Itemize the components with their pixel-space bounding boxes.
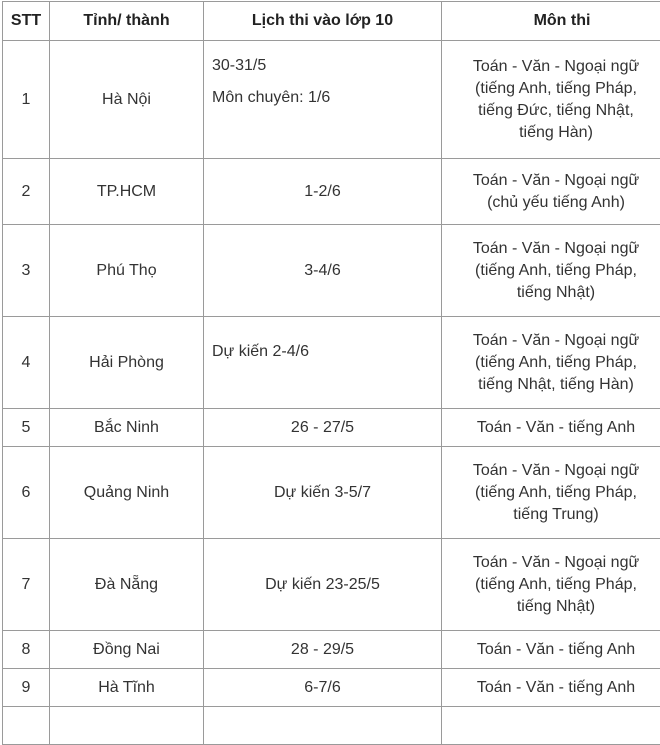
subject-line: Toán - Văn - tiếng Anh bbox=[456, 677, 656, 699]
cell-stt: 5 bbox=[3, 409, 50, 447]
subject-line: tiếng Nhật) bbox=[456, 596, 656, 618]
cell-empty bbox=[204, 707, 442, 745]
cell-province: Hải Phòng bbox=[50, 317, 204, 409]
cell-stt: 1 bbox=[3, 41, 50, 159]
schedule-line: 28 - 29/5 bbox=[210, 639, 435, 661]
table-row bbox=[3, 225, 660, 317]
table-row bbox=[3, 447, 660, 539]
exam-schedule-table bbox=[2, 1, 660, 745]
table-row bbox=[3, 41, 660, 159]
table-row bbox=[3, 317, 660, 409]
subject-line: (chủ yếu tiếng Anh) bbox=[456, 192, 656, 214]
cell-province: TP.HCM bbox=[50, 159, 204, 225]
cell-empty bbox=[3, 707, 50, 745]
cell-province: Quảng Ninh bbox=[50, 447, 204, 539]
table-row-partial bbox=[3, 707, 660, 745]
cell-schedule bbox=[204, 225, 442, 317]
schedule-line: Dự kiến 23-25/5 bbox=[210, 574, 435, 596]
table-row bbox=[3, 669, 660, 707]
cell-stt: 3 bbox=[3, 225, 50, 317]
cell-schedule bbox=[204, 669, 442, 707]
cell-subjects bbox=[442, 409, 660, 447]
cell-stt: 4 bbox=[3, 317, 50, 409]
subject-line: (tiếng Anh, tiếng Pháp, bbox=[456, 482, 656, 504]
cell-subjects bbox=[442, 539, 660, 631]
cell-schedule bbox=[204, 539, 442, 631]
cell-empty bbox=[442, 707, 660, 745]
header-province: Tỉnh/ thành bbox=[50, 2, 204, 41]
cell-subjects bbox=[442, 447, 660, 539]
cell-stt: 8 bbox=[3, 631, 50, 669]
schedule-line: 30-31/5 bbox=[212, 55, 435, 77]
schedule-line: 1-2/6 bbox=[210, 181, 435, 203]
cell-province: Đà Nẵng bbox=[50, 539, 204, 631]
cell-stt: 9 bbox=[3, 669, 50, 707]
cell-province: Đồng Nai bbox=[50, 631, 204, 669]
cell-subjects bbox=[442, 225, 660, 317]
cell-stt: 6 bbox=[3, 447, 50, 539]
subject-line: tiếng Hàn) bbox=[456, 122, 656, 144]
subject-line: (tiếng Anh, tiếng Pháp, bbox=[456, 260, 656, 282]
subject-line: (tiếng Anh, tiếng Pháp, bbox=[456, 78, 656, 100]
header-schedule: Lịch thi vào lớp 10 bbox=[204, 2, 442, 41]
schedule-line: 26 - 27/5 bbox=[210, 417, 435, 439]
subject-line: Toán - Văn - Ngoại ngữ bbox=[456, 460, 656, 482]
cell-subjects bbox=[442, 159, 660, 225]
cell-province: Hà Tĩnh bbox=[50, 669, 204, 707]
cell-schedule bbox=[204, 41, 442, 159]
cell-subjects bbox=[442, 41, 660, 159]
cell-province: Hà Nội bbox=[50, 41, 204, 159]
subject-line: tiếng Nhật) bbox=[456, 282, 656, 304]
cell-province: Phú Thọ bbox=[50, 225, 204, 317]
cell-schedule bbox=[204, 317, 442, 409]
cell-schedule bbox=[204, 409, 442, 447]
table-row bbox=[3, 631, 660, 669]
cell-stt: 2 bbox=[3, 159, 50, 225]
subject-line: Toán - Văn - Ngoại ngữ bbox=[456, 238, 656, 260]
subject-line: Toán - Văn - tiếng Anh bbox=[456, 639, 656, 661]
header-row bbox=[3, 2, 660, 41]
subject-line: (tiếng Anh, tiếng Pháp, bbox=[456, 352, 656, 374]
cell-subjects bbox=[442, 669, 660, 707]
schedule-line: Dự kiến 3-5/7 bbox=[210, 482, 435, 504]
subject-line: Toán - Văn - Ngoại ngữ bbox=[456, 330, 656, 352]
cell-empty bbox=[50, 707, 204, 745]
cell-schedule bbox=[204, 159, 442, 225]
subject-line: Toán - Văn - tiếng Anh bbox=[456, 417, 656, 439]
header-stt: STT bbox=[3, 2, 50, 41]
table-row bbox=[3, 409, 660, 447]
table-row bbox=[3, 159, 660, 225]
schedule-line: Dự kiến 2-4/6 bbox=[212, 341, 435, 363]
subject-line: tiếng Trung) bbox=[456, 504, 656, 526]
subject-line: tiếng Nhật, tiếng Hàn) bbox=[456, 374, 656, 396]
schedule-line: Môn chuyên: 1/6 bbox=[212, 87, 435, 109]
subject-line: Toán - Văn - Ngoại ngữ bbox=[456, 56, 656, 78]
subject-line: Toán - Văn - Ngoại ngữ bbox=[456, 170, 656, 192]
cell-subjects bbox=[442, 631, 660, 669]
table-row bbox=[3, 539, 660, 631]
subject-line: tiếng Đức, tiếng Nhật, bbox=[456, 100, 656, 122]
header-subjects: Môn thi bbox=[442, 2, 660, 41]
cell-stt: 7 bbox=[3, 539, 50, 631]
cell-subjects bbox=[442, 317, 660, 409]
cell-schedule bbox=[204, 631, 442, 669]
subject-line: Toán - Văn - Ngoại ngữ bbox=[456, 552, 656, 574]
cell-province: Bắc Ninh bbox=[50, 409, 204, 447]
cell-schedule bbox=[204, 447, 442, 539]
subject-line: (tiếng Anh, tiếng Pháp, bbox=[456, 574, 656, 596]
schedule-line: 3-4/6 bbox=[210, 260, 435, 282]
schedule-line: 6-7/6 bbox=[210, 677, 435, 699]
